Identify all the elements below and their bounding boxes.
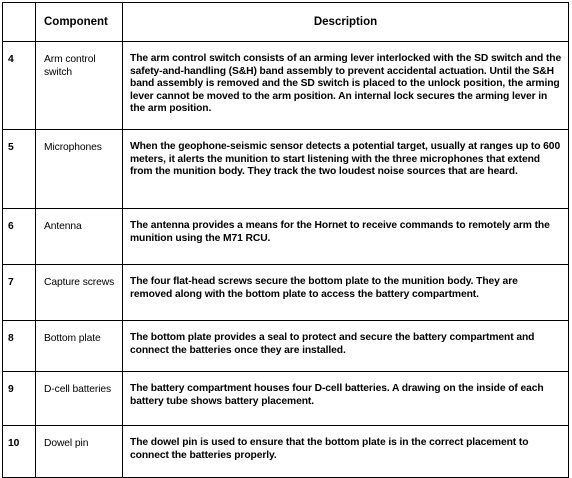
row-number: 4 [3,42,36,130]
component-name: D-cell batteries [36,372,123,426]
component-description: The bottom plate provides a seal to protect and secure the battery compartment and connect the batteries once they are installed. [123,321,569,372]
row-number: 5 [3,130,36,209]
table-row [3,265,569,321]
table-row [3,321,569,372]
table-header-row [3,3,569,42]
component-description: The battery compartment houses four D-cell batteries. A drawing on the inside of each battery tube shows battery placement. [123,372,569,426]
component-description: The arm control switch consists of an arming lever interlocked with the SD switch and the safety-and-handling (S&H) band assembly to prevent accidental actuation. Until the S&H band assembly is removed and the SD switch is placed to the unlock position, the arming lever cannot be moved to the arm position. An internal lock secures the arming lever in the arm position. [123,42,569,130]
row-number: 8 [3,321,36,372]
table-row [3,372,569,426]
description-column-header: Description [123,3,569,42]
row-number: 10 [3,426,36,478]
component-description: When the geophone-seismic sensor detects a potential target, usually at ranges up to 600 meters, it alerts the munition to start listening with the three microphones that extend from the munition body. They track the two loudest noise sources that are heard. [123,130,569,209]
component-table [2,2,569,478]
component-column-header: Component [36,3,123,42]
component-name: Bottom plate [36,321,123,372]
component-description: The four flat-head screws secure the bottom plate to the munition body. They are removed along with the bottom plate to access the battery compartment. [123,265,569,321]
number-column-header [3,3,36,42]
row-number: 7 [3,265,36,321]
component-description: The dowel pin is used to ensure that the bottom plate is in the correct placement to connect the batteries properly. [123,426,569,478]
row-number: 9 [3,372,36,426]
component-name: Antenna [36,209,123,265]
table-row [3,42,569,130]
table-row [3,209,569,265]
table-row [3,426,569,478]
component-name: Dowel pin [36,426,123,478]
table-row [3,130,569,209]
component-name: Microphones [36,130,123,209]
component-name: Capture screws [36,265,123,321]
component-description: The antenna provides a means for the Hornet to receive commands to remotely arm the munition using the M71 RCU. [123,209,569,265]
row-number: 6 [3,209,36,265]
component-name: Arm control switch [36,42,123,130]
